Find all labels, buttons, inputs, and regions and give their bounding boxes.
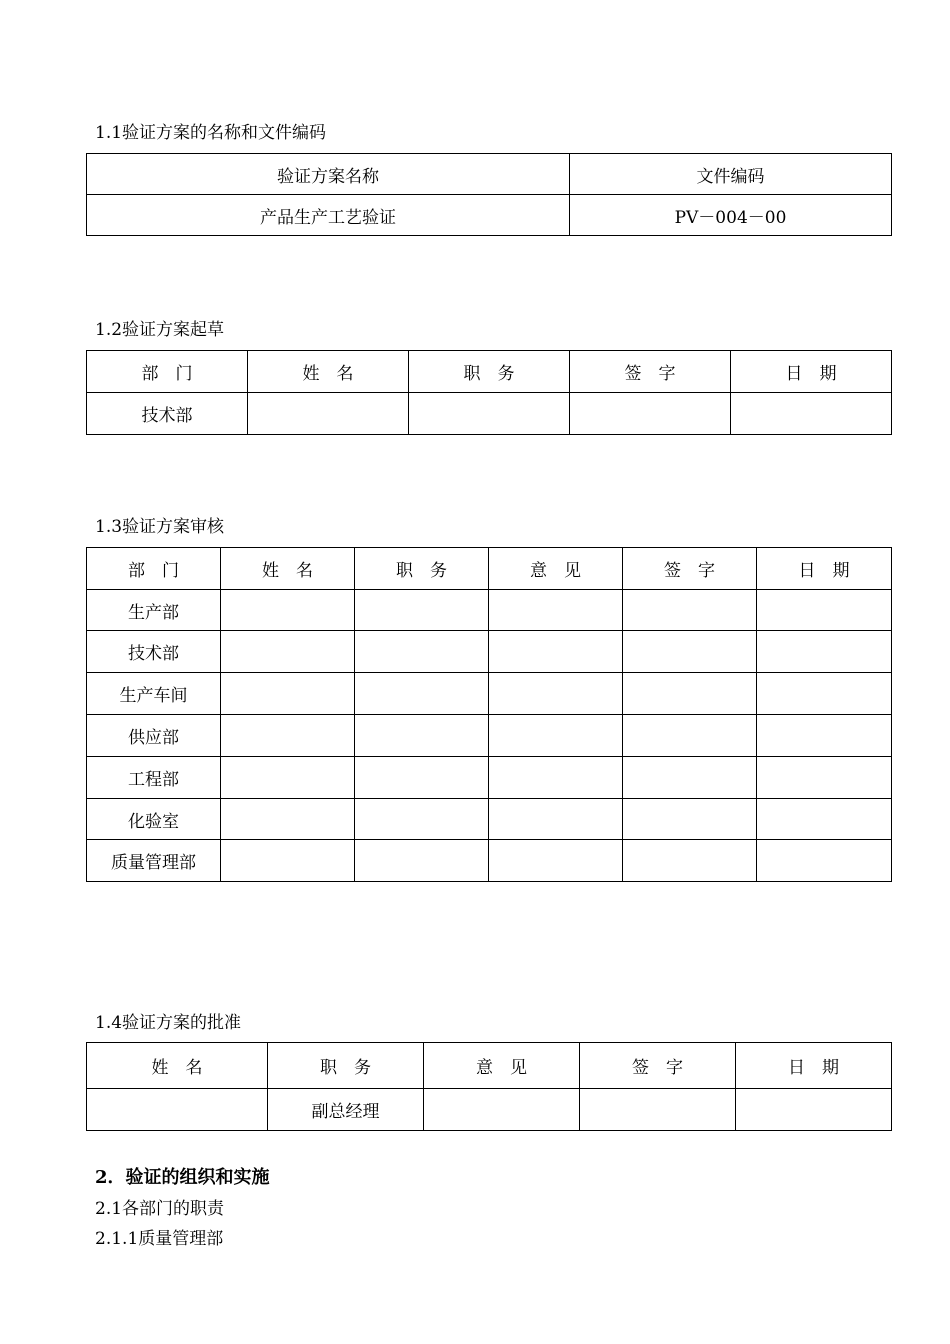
cell-department: 技术部: [87, 393, 248, 435]
table-row: [87, 393, 892, 435]
cell-department: 质量管理部: [87, 840, 221, 882]
cell-empty: [355, 757, 489, 799]
cell-empty: [623, 590, 757, 631]
cell-empty: [221, 715, 355, 757]
review-table: [86, 547, 892, 882]
cell-empty: [489, 840, 623, 882]
cell-empty: [757, 673, 892, 715]
cell-empty: [623, 631, 757, 673]
cell-empty: [489, 799, 623, 840]
table-row: [87, 757, 892, 799]
header-position: 职 务: [355, 548, 489, 590]
cell-department: 技术部: [87, 631, 221, 673]
cell-empty: [355, 673, 489, 715]
cell-name: [248, 393, 409, 435]
cell-position: 副总经理: [268, 1089, 424, 1131]
cell-position: [409, 393, 570, 435]
header-date: 日 期: [736, 1043, 892, 1089]
cell-date: [731, 393, 892, 435]
cell-empty: [757, 590, 892, 631]
cell-empty: [221, 590, 355, 631]
cell-empty: [221, 673, 355, 715]
cell-scheme-name: 产品生产工艺验证: [87, 195, 570, 236]
cell-department: 生产部: [87, 590, 221, 631]
header-date: 日 期: [731, 351, 892, 393]
table-row: [87, 715, 892, 757]
table-row: [87, 590, 892, 631]
header-name: 姓 名: [221, 548, 355, 590]
header-department: 部 门: [87, 548, 221, 590]
cell-empty: [355, 590, 489, 631]
cell-empty: [489, 715, 623, 757]
cell-empty: [757, 631, 892, 673]
header-name: 姓 名: [87, 1043, 268, 1089]
cell-empty: [355, 715, 489, 757]
cell-empty: [757, 757, 892, 799]
cell-empty: [221, 840, 355, 882]
cell-empty: [623, 799, 757, 840]
cell-empty: [355, 631, 489, 673]
cell-department: 工程部: [87, 757, 221, 799]
header-name: 姓 名: [248, 351, 409, 393]
section-2-1-1-heading: 2.1.1质量管理部: [95, 1229, 224, 1249]
section-1-1-heading: 1.1验证方案的名称和文件编码: [95, 123, 327, 143]
table-header-row: [87, 154, 892, 195]
section-1-2-heading: 1.2验证方案起草: [95, 320, 225, 340]
header-position: 职 务: [268, 1043, 424, 1089]
cell-file-code: PV－004－00: [570, 195, 892, 236]
section-1-3-heading: 1.3验证方案审核: [95, 517, 225, 537]
header-opinion: 意 见: [424, 1043, 580, 1089]
table-row: [87, 631, 892, 673]
cell-empty: [489, 631, 623, 673]
cell-empty: [757, 715, 892, 757]
cell-department: 化验室: [87, 799, 221, 840]
cell-signature: [580, 1089, 736, 1131]
table-row: [87, 195, 892, 236]
cell-empty: [623, 840, 757, 882]
header-scheme-name: 验证方案名称: [87, 154, 570, 195]
approval-table: [86, 1042, 892, 1131]
header-position: 职 务: [409, 351, 570, 393]
cell-empty: [623, 757, 757, 799]
cell-empty: [757, 840, 892, 882]
cell-opinion: [424, 1089, 580, 1131]
table-row: [87, 1089, 892, 1131]
header-signature: 签 字: [623, 548, 757, 590]
cell-empty: [489, 673, 623, 715]
cell-empty: [221, 799, 355, 840]
drafting-table: [86, 350, 892, 435]
cell-empty: [221, 757, 355, 799]
header-signature: 签 字: [580, 1043, 736, 1089]
header-department: 部 门: [87, 351, 248, 393]
table-header-row: [87, 548, 892, 590]
cell-date: [736, 1089, 892, 1131]
cell-empty: [355, 799, 489, 840]
header-opinion: 意 见: [489, 548, 623, 590]
header-signature: 签 字: [570, 351, 731, 393]
header-date: 日 期: [757, 548, 892, 590]
cell-empty: [221, 631, 355, 673]
cell-empty: [489, 590, 623, 631]
cell-empty: [757, 799, 892, 840]
table-row: [87, 840, 892, 882]
cell-empty: [623, 715, 757, 757]
table-header-row: [87, 351, 892, 393]
header-file-code: 文件编码: [570, 154, 892, 195]
cell-department: 生产车间: [87, 673, 221, 715]
cell-name: [87, 1089, 268, 1131]
section-2-heading: 2．验证的组织和实施: [95, 1167, 270, 1188]
table-row: [87, 799, 892, 840]
table-row: [87, 673, 892, 715]
name-code-table: [86, 153, 892, 236]
cell-department: 供应部: [87, 715, 221, 757]
section-2-1-heading: 2.1各部门的职责: [95, 1199, 225, 1219]
section-1-4-heading: 1.4验证方案的批准: [95, 1013, 242, 1033]
cell-empty: [623, 673, 757, 715]
cell-empty: [489, 757, 623, 799]
cell-empty: [355, 840, 489, 882]
table-header-row: [87, 1043, 892, 1089]
cell-signature: [570, 393, 731, 435]
